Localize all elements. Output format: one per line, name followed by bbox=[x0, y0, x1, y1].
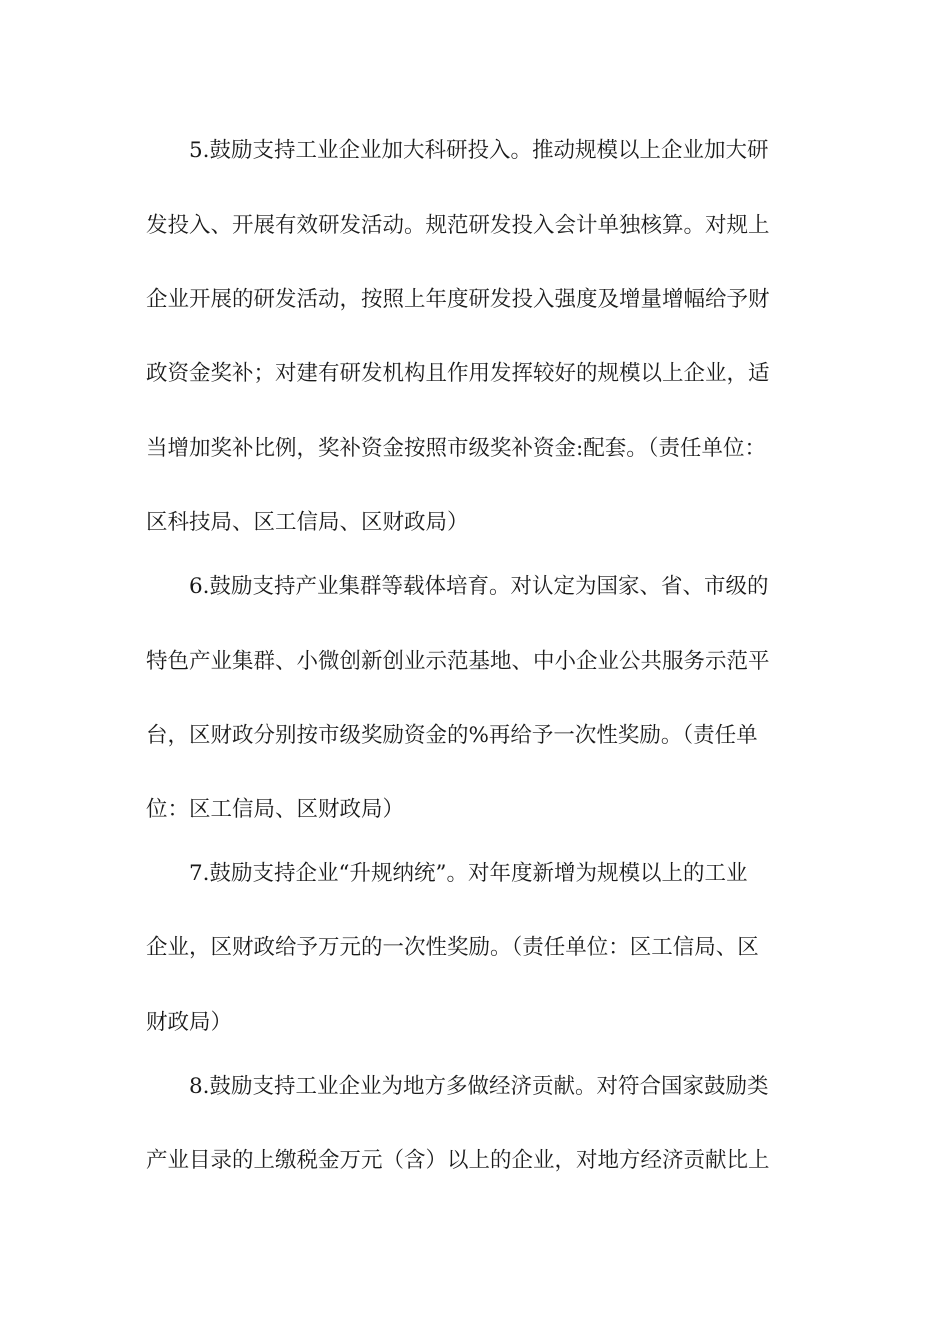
text-line bbox=[0, 1141, 950, 1181]
text-line-content: 财政局） bbox=[146, 1010, 233, 1035]
text-line bbox=[0, 716, 950, 756]
text-line bbox=[0, 503, 950, 543]
text-line bbox=[0, 790, 950, 830]
text-line-content: 7.鼓励支持企业“升规纳统”。对年度新增为规模以上的工业 bbox=[189, 861, 748, 886]
text-line bbox=[0, 429, 950, 469]
text-line bbox=[0, 206, 950, 246]
text-line bbox=[0, 567, 950, 607]
text-line-content: 发投入、开展有效研发活动。规范研发投入会计单独核算。对规上 bbox=[146, 213, 770, 238]
text-line bbox=[0, 1003, 950, 1043]
text-line bbox=[0, 1067, 950, 1107]
text-line-content: 台，区财政分别按市级奖励资金的%再给予一次性奖励。（责任单 bbox=[146, 723, 758, 748]
text-line bbox=[0, 642, 950, 682]
text-line-content: 当增加奖补比例，奖补资金按照市级奖补资金:配套。（责任单位： bbox=[146, 436, 766, 461]
text-line-content: 企业，区财政给予万元的一次性奖励。（责任单位：区工信局、区 bbox=[146, 935, 759, 960]
text-line bbox=[0, 280, 950, 320]
text-line-content: 5.鼓励支持工业企业加大科研投入。推动规模以上企业加大研 bbox=[189, 138, 769, 163]
text-line-content: 区科技局、区工信局、区财政局） bbox=[146, 510, 469, 535]
text-line bbox=[0, 131, 950, 171]
text-line bbox=[0, 854, 950, 894]
text-line-content: 政资金奖补；对建有研发机构且作用发挥较好的规模以上企业，适 bbox=[146, 361, 770, 386]
text-line bbox=[0, 354, 950, 394]
text-line-content: 特色产业集群、小微创新创业示范基地、中小企业公共服务示范平 bbox=[146, 649, 770, 674]
text-line-content: 产业目录的上缴税金万元（含）以上的企业，对地方经济贡献比上 bbox=[146, 1148, 770, 1173]
text-line-content: 企业开展的研发活动，按照上年度研发投入强度及增量增幅给予财 bbox=[146, 287, 770, 312]
text-line-content: 6.鼓励支持产业集群等载体培育。对认定为国家、省、市级的 bbox=[189, 574, 769, 599]
text-line-content: 位：区工信局、区财政局） bbox=[146, 797, 405, 822]
text-line bbox=[0, 928, 950, 968]
text-line-content: 8.鼓励支持工业企业为地方多做经济贡献。对符合国家鼓励类 bbox=[189, 1074, 769, 1099]
